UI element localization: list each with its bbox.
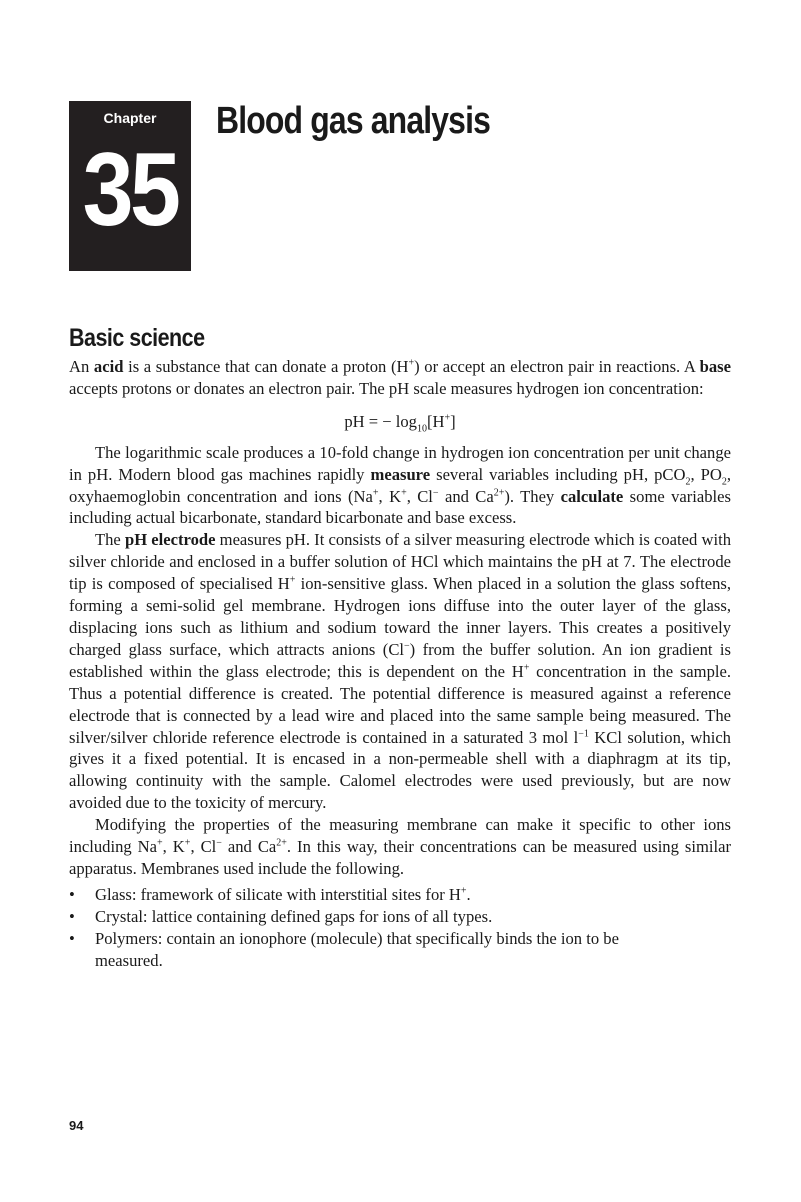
- chapter-title: Blood gas analysis: [216, 100, 491, 142]
- list-item: • Crystal: lattice containing defined gaps for ions of all types.: [69, 906, 493, 926]
- term-ph-electrode: pH electrode: [124, 530, 216, 550]
- bullet-icon: •: [69, 906, 75, 926]
- membrane-list: [69, 884, 731, 972]
- chapter-badge: [69, 101, 191, 271]
- page-content: [69, 320, 731, 971]
- paragraph-ph-electrode: The pH electrode measures pH. It consists of a silver measuring electrode which is coated with silver chloride and enclosed in a buffer solution of HCl which maintains the pH at 7. The electrode tip is composed of specialised H+ ion-sensitive glass. When placed in a solution the glass softens, forming a semi-solid gel membrane. Hydrogen ions diffuse into the outer layer of the glass, displacing ions such as lithium and sodium toward the inner layers. This creates a positively charged glass surface, which attracts anions (Cl−) from the buffer solution. An ion gradient is established within the glass electrode; this is dependent on the H+ concentration in the sample. Thus a potential difference is created. The potential difference is measured against a reference electrode that is connected by a lead wire and placed into the same sample being measured. The silver/silver chloride reference electrode is contained in a saturated 3 mol $l^{-1}$ KCl solution, which gives it a fixed potential. It is encased in a non-permeable shell with a diaphragm at its tip, allowing continuity with the sample. Calomel electrodes were used previously, but are now avoided due to the toxicity of mercury.: [69, 530, 732, 813]
- ph-equation: pH = − $\log_{10}[H^+]$: [344, 411, 456, 435]
- chapter-number: 35: [82, 132, 178, 248]
- term-calculate: calculate: [560, 486, 624, 506]
- chapter-label: Chapter: [103, 110, 157, 126]
- section-heading: Basic science: [69, 324, 205, 352]
- list-item: • Polymers: contain an ionophore (molecule) that specifically binds the ion to be measured.: [69, 928, 619, 970]
- bullet-icon: •: [69, 884, 75, 904]
- paragraph-logarithmic-scale: The logarithmic scale produces a 10-fold change in hydrogen ion concentration per unit change in pH. Modern blood gas machines rapidly measure several variables including pH, pCO$_2$, $PO_2$, oxyhaemoglobin concentration and ions (Na+, K+, Cl− and $Ca^{2+}$). They calculate some variables including actual bicarbonate, standard bicarbonate and base excess.: [69, 442, 731, 528]
- page-number: 94: [69, 1118, 84, 1133]
- term-acid: acid: [93, 357, 124, 376]
- paragraph-definitions: An acid is a substance that can donate a proton (H+) or accept an electron pair in reactions. A base accepts protons or donates an electron pair. The pH scale measures hydrogen ion concentration:: [69, 357, 731, 398]
- paragraph-membranes: Modifying the properties of the measuring membrane can make it specific to other ions including Na+, K+, Cl− and $Ca^{2+}$. In this way, their concentrations can be measured using similar apparatus. Membranes used include the following.: [69, 815, 731, 878]
- term-measure: measure: [370, 464, 431, 484]
- term-base: base: [699, 357, 731, 376]
- bullet-icon: •: [69, 928, 75, 948]
- list-item: • Glass: framework of silicate with interstitial sites for H+.: [69, 884, 471, 904]
